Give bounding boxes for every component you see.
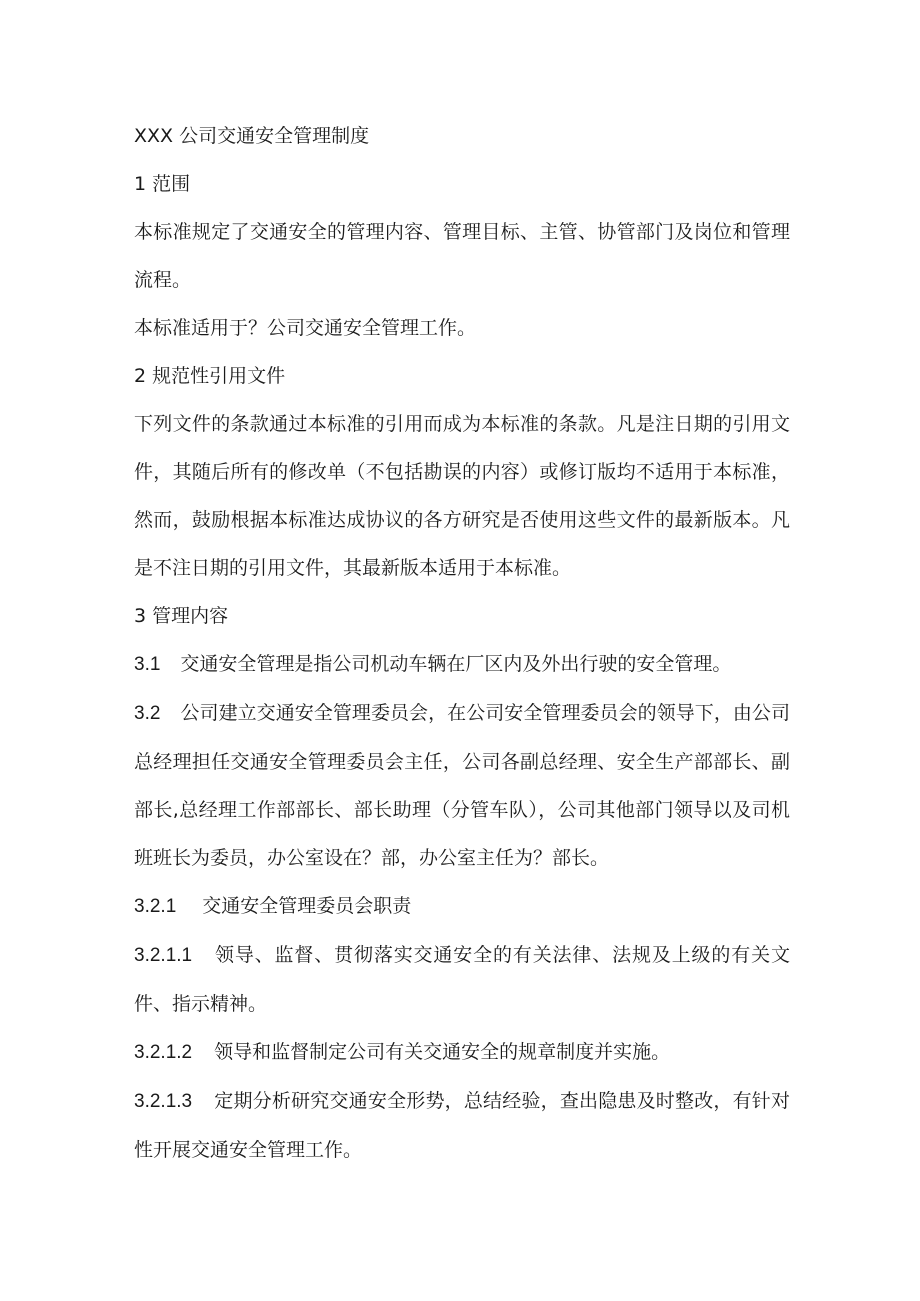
clause-number: 3.2.1.2 [134, 1042, 193, 1063]
section-3-heading: 3 管理内容 [134, 605, 229, 627]
clause-3-2-1 [134, 882, 790, 931]
clause-text: 交通安全管理委员会职责 [202, 895, 412, 917]
section-1-heading: 1 范围 [134, 173, 191, 195]
clause-text: 领导、监督、贯彻落实交通安全的有关法律、法规及上级的有关文件、指示精神。 [134, 944, 790, 1015]
clause-text: 交通安全管理是指公司机动车辆在厂区内及外出行驶的安全管理。 [180, 653, 732, 675]
clause-text: 定期分析研究交通安全形势，总结经验，查出隐患及时整改，有针对性开展交通安全管理工作。 [134, 1090, 790, 1161]
section-1-paragraph-1: 本标准规定了交通安全的管理内容、管理目标、主管、协管部门及岗位和管理流程。 [134, 221, 790, 291]
clause-3-2 [134, 689, 790, 882]
clause-3-1 [134, 640, 790, 689]
section-1-paragraph-2: 本标准适用于？公司交通安全管理工作。 [134, 317, 477, 339]
clause-3-2-1-2 [134, 1028, 790, 1077]
clause-number: 3.2.1.3 [134, 1091, 193, 1112]
document-body [134, 112, 790, 1174]
clause-number: 3.1 [134, 654, 161, 675]
clause-text: 领导和监督制定公司有关交通安全的规章制度并实施。 [214, 1041, 671, 1063]
clause-number: 3.2.1.1 [134, 945, 193, 966]
clause-number: 3.2 [134, 703, 161, 724]
clause-3-2-1-3 [134, 1077, 790, 1174]
clause-number: 3.2.1 [134, 896, 177, 917]
section-2-paragraph-1: 下列文件的条款通过本标准的引用而成为本标准的条款。凡是注日期的引用文件，其随后所有的修改单（不包括勘误的内容）或修订版均不适用于本标准，然而，鼓励根据本标准达成协议的各方研究是否使用这些文件的最新版本。凡是不注日期的引用文件，其最新版本适用于本标准。 [134, 413, 790, 579]
clause-text: 公司建立交通安全管理委员会，在公司安全管理委员会的领导下，由公司总经理担任交通安全管理委员会主任，公司各副总经理、安全生产部部长、副部长,总经理工作部部长、部长助理（分管车队），公司其他部门领导以及司机班班长为委员，办公室设在？部，办公室主任为？部长。 [134, 702, 790, 869]
clause-3-2-1-1 [134, 931, 790, 1028]
section-2-heading: 2 规范性引用文件 [134, 365, 286, 387]
document-title: XXX 公司交通安全管理制度 [134, 125, 370, 147]
